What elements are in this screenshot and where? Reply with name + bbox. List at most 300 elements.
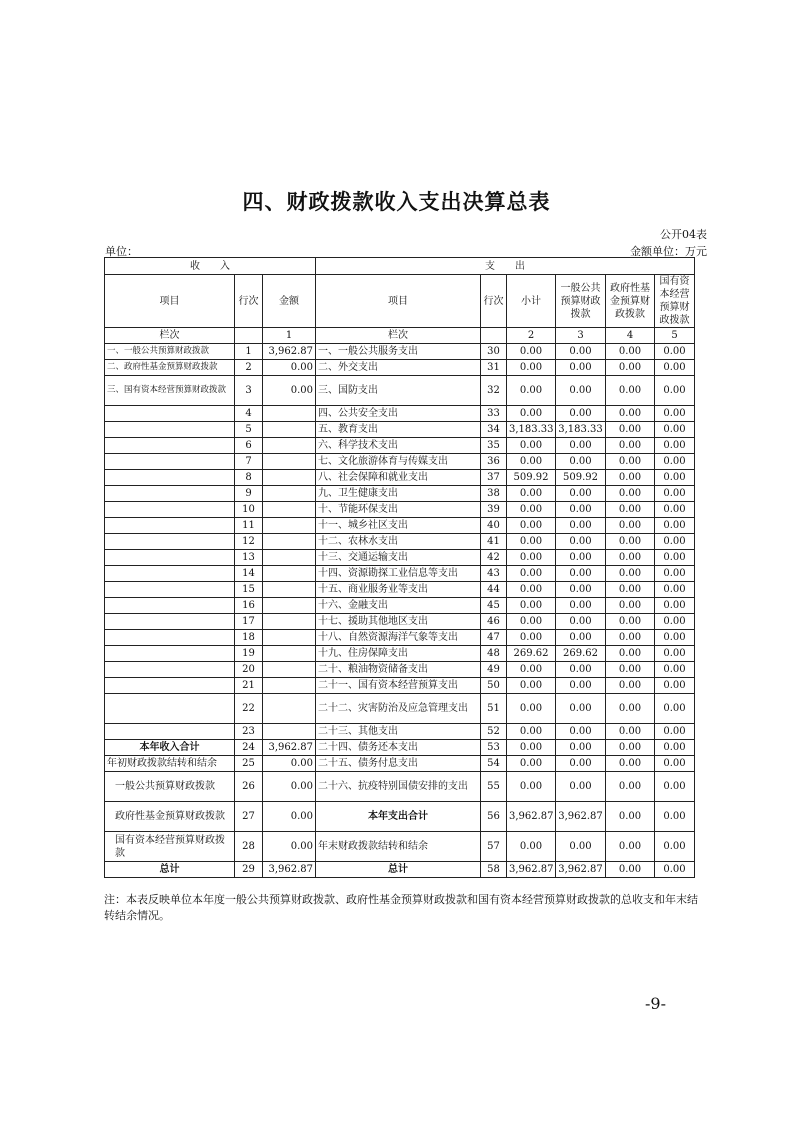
income-header: 收 入	[105, 258, 316, 275]
income-row-no: 21	[235, 678, 263, 694]
income-item: 年初财政拨款结转和结余	[105, 756, 235, 772]
income-item-header: 项目	[105, 275, 235, 328]
state-capital-value: 0.00	[655, 598, 695, 614]
income-row-no: 7	[235, 454, 263, 470]
fund-budget-value: 0.00	[606, 756, 655, 772]
expense-item: 十四、资源勘探工业信息等支出	[316, 566, 481, 582]
expense-row-no: 56	[481, 802, 507, 832]
table-row	[105, 376, 695, 406]
table-row	[105, 454, 695, 470]
subtotal-value: 0.00	[507, 454, 556, 470]
fund-budget-value: 0.00	[606, 630, 655, 646]
expense-row-no: 37	[481, 470, 507, 486]
table-row	[105, 614, 695, 630]
income-row-no: 4	[235, 406, 263, 422]
general-budget-value: 0.00	[556, 486, 606, 502]
fund-budget-value: 0.00	[606, 376, 655, 406]
income-item	[105, 422, 235, 438]
column-number-5: 5	[655, 328, 695, 344]
expense-item: 二十三、其他支出	[316, 724, 481, 740]
table-row	[105, 724, 695, 740]
fund-budget-value: 0.00	[606, 802, 655, 832]
general-budget-value: 0.00	[556, 694, 606, 724]
income-amount	[263, 662, 316, 678]
state-capital-value: 0.00	[655, 502, 695, 518]
income-amount	[263, 678, 316, 694]
state-capital-value: 0.00	[655, 614, 695, 630]
table-row	[105, 344, 695, 360]
fund-budget-value: 0.00	[606, 566, 655, 582]
expense-row-no: 33	[481, 406, 507, 422]
table-row	[105, 630, 695, 646]
income-row-no: 5	[235, 422, 263, 438]
income-amount	[263, 422, 316, 438]
fund-budget-value: 0.00	[606, 582, 655, 598]
income-amount: 0.00	[263, 376, 316, 406]
table-row	[105, 360, 695, 376]
income-amount	[263, 454, 316, 470]
state-capital-value: 0.00	[655, 832, 695, 862]
subtotal-value: 0.00	[507, 678, 556, 694]
expense-row-no: 32	[481, 376, 507, 406]
expense-item: 二十四、债务还本支出	[316, 740, 481, 756]
expense-item: 四、公共安全支出	[316, 406, 481, 422]
income-item	[105, 598, 235, 614]
income-row-no: 23	[235, 724, 263, 740]
expense-item: 十二、农林水支出	[316, 534, 481, 550]
general-budget-value: 0.00	[556, 344, 606, 360]
income-item	[105, 438, 235, 454]
income-item: 三、国有资本经营预算财政拨款	[105, 376, 235, 406]
state-capital-value: 0.00	[655, 862, 695, 878]
income-amount	[263, 646, 316, 662]
fund-budget-value: 0.00	[606, 614, 655, 630]
general-budget-value: 0.00	[556, 454, 606, 470]
fund-budget-value: 0.00	[606, 486, 655, 502]
subtotal-value: 0.00	[507, 582, 556, 598]
table-note: 注：本表反映单位本年度一般公共预算财政拨款、政府性基金预算财政拨款和国有资本经营预算财政拨款的总收支和年末结转结余情况。	[104, 893, 698, 922]
expense-row-no: 35	[481, 438, 507, 454]
subtotal-value: 0.00	[507, 406, 556, 422]
general-budget-value: 0.00	[556, 740, 606, 756]
income-amount: 0.00	[263, 772, 316, 802]
fund-budget-value: 0.00	[606, 502, 655, 518]
expense-item: 十九、住房保障支出	[316, 646, 481, 662]
subtotal-value: 0.00	[507, 694, 556, 724]
income-amount	[263, 566, 316, 582]
general-budget-value: 0.00	[556, 832, 606, 862]
subtotal-value: 0.00	[507, 772, 556, 802]
income-amount: 0.00	[263, 832, 316, 862]
state-capital-value: 0.00	[655, 740, 695, 756]
subtotal-value: 3,962.87	[507, 802, 556, 832]
fund-budget-value: 0.00	[606, 360, 655, 376]
expense-item: 十、节能环保支出	[316, 502, 481, 518]
table-row	[105, 802, 695, 832]
income-row-no: 24	[235, 740, 263, 756]
income-row-no: 26	[235, 772, 263, 802]
expense-row-no: 50	[481, 678, 507, 694]
income-item	[105, 534, 235, 550]
state-capital-value: 0.00	[655, 518, 695, 534]
income-amount	[263, 614, 316, 630]
income-row-no: 25	[235, 756, 263, 772]
page-title: 四、财政拨款收入支出决算总表	[242, 189, 551, 214]
expense-row-no: 41	[481, 534, 507, 550]
general-budget-value: 0.00	[556, 772, 606, 802]
expense-item: 十六、金融支出	[316, 598, 481, 614]
expense-row-no: 52	[481, 724, 507, 740]
income-item	[105, 646, 235, 662]
fund-budget-value: 0.00	[606, 454, 655, 470]
expense-row-no: 42	[481, 550, 507, 566]
table-row	[105, 406, 695, 422]
expense-row-no-header: 行次	[481, 275, 507, 328]
column-number-1: 1	[263, 328, 316, 344]
subtotal-value: 0.00	[507, 486, 556, 502]
state-capital-value: 0.00	[655, 360, 695, 376]
income-amount	[263, 550, 316, 566]
fund-budget-value: 0.00	[606, 550, 655, 566]
general-budget-value: 0.00	[556, 360, 606, 376]
subtotal-value: 269.62	[507, 646, 556, 662]
income-item	[105, 694, 235, 724]
income-row-no: 22	[235, 694, 263, 724]
income-item	[105, 406, 235, 422]
state-capital-value: 0.00	[655, 534, 695, 550]
fund-budget-value: 0.00	[606, 422, 655, 438]
table-row	[105, 772, 695, 802]
money-unit-label: 金额单位：万元	[630, 245, 707, 258]
subtotal-value: 0.00	[507, 740, 556, 756]
general-budget-value: 0.00	[556, 678, 606, 694]
fund-budget-value: 0.00	[606, 662, 655, 678]
subtotal-value: 0.00	[507, 598, 556, 614]
fund-budget-value: 0.00	[606, 438, 655, 454]
subtotal-value: 0.00	[507, 360, 556, 376]
income-item: 一、一般公共预算财政拨款	[105, 344, 235, 360]
expense-row-no: 49	[481, 662, 507, 678]
income-item: 二、政府性基金预算财政拨款	[105, 360, 235, 376]
fund-budget-value: 0.00	[606, 598, 655, 614]
subtotal-value: 0.00	[507, 502, 556, 518]
income-row-no: 27	[235, 802, 263, 832]
income-amount	[263, 694, 316, 724]
subtotal-value: 0.00	[507, 662, 556, 678]
general-budget-value: 269.62	[556, 646, 606, 662]
expense-row-no: 45	[481, 598, 507, 614]
general-budget-value: 0.00	[556, 518, 606, 534]
income-item	[105, 678, 235, 694]
subtotal-value: 0.00	[507, 344, 556, 360]
subtotal-value: 0.00	[507, 614, 556, 630]
subtotal-value: 0.00	[507, 518, 556, 534]
expense-item: 总计	[316, 862, 481, 878]
table-row	[105, 740, 695, 756]
expense-item: 八、社会保障和就业支出	[316, 470, 481, 486]
subtotal-value: 0.00	[507, 550, 556, 566]
table-row	[105, 678, 695, 694]
income-item	[105, 582, 235, 598]
expense-row-no: 48	[481, 646, 507, 662]
income-column-blank	[235, 328, 263, 344]
fund-budget-value: 0.00	[606, 740, 655, 756]
expense-row-no: 39	[481, 502, 507, 518]
table-row	[105, 470, 695, 486]
income-amount	[263, 502, 316, 518]
state-capital-value: 0.00	[655, 630, 695, 646]
general-budget-value: 0.00	[556, 502, 606, 518]
expense-item: 一、一般公共服务支出	[316, 344, 481, 360]
table-row	[105, 422, 695, 438]
expense-item: 十五、商业服务业等支出	[316, 582, 481, 598]
income-amount	[263, 724, 316, 740]
expense-item: 六、科学技术支出	[316, 438, 481, 454]
income-row-no-header: 行次	[235, 275, 263, 328]
income-amount-header: 金额	[263, 275, 316, 328]
subtotal-value: 0.00	[507, 630, 556, 646]
state-capital-value: 0.00	[655, 470, 695, 486]
income-item	[105, 502, 235, 518]
income-item: 总计	[105, 862, 235, 878]
expense-row-no: 55	[481, 772, 507, 802]
income-amount: 3,962.87	[263, 862, 316, 878]
state-capital-value: 0.00	[655, 724, 695, 740]
table-row	[105, 598, 695, 614]
expense-row-no: 36	[481, 454, 507, 470]
fund-budget-value: 0.00	[606, 862, 655, 878]
expense-header: 支 出	[316, 258, 695, 275]
subtotal-value: 0.00	[507, 534, 556, 550]
unit-label: 单位：	[105, 245, 138, 258]
income-amount	[263, 486, 316, 502]
income-item: 一般公共预算财政拨款	[105, 772, 235, 802]
income-row-no: 15	[235, 582, 263, 598]
income-amount	[263, 630, 316, 646]
income-item	[105, 454, 235, 470]
state-capital-value: 0.00	[655, 802, 695, 832]
income-row-no: 13	[235, 550, 263, 566]
general-budget-value: 0.00	[556, 662, 606, 678]
general-budget-value: 0.00	[556, 598, 606, 614]
general-budget-value: 0.00	[556, 630, 606, 646]
general-budget-value: 3,962.87	[556, 862, 606, 878]
fund-budget-value: 0.00	[606, 534, 655, 550]
state-capital-value: 0.00	[655, 344, 695, 360]
state-capital-value: 0.00	[655, 678, 695, 694]
income-amount	[263, 438, 316, 454]
general-budget-value: 0.00	[556, 376, 606, 406]
expense-row-no: 51	[481, 694, 507, 724]
state-capital-value: 0.00	[655, 406, 695, 422]
income-row-no: 28	[235, 832, 263, 862]
table-row	[105, 438, 695, 454]
table-row	[105, 486, 695, 502]
general-budget-value: 0.00	[556, 582, 606, 598]
fund-budget-header: 政府性基金预算财政拨款	[606, 275, 655, 328]
general-budget-value: 0.00	[556, 406, 606, 422]
income-item	[105, 724, 235, 740]
table-row	[105, 646, 695, 662]
expense-item: 十一、城乡社区支出	[316, 518, 481, 534]
state-capital-value: 0.00	[655, 486, 695, 502]
general-budget-value: 0.00	[556, 550, 606, 566]
expense-item: 七、文化旅游体育与传媒支出	[316, 454, 481, 470]
income-row-no: 12	[235, 534, 263, 550]
state-capital-header: 国有资本经营预算财政拨款	[655, 275, 695, 328]
income-item	[105, 518, 235, 534]
expense-row-no: 54	[481, 756, 507, 772]
state-capital-value: 0.00	[655, 566, 695, 582]
income-amount: 0.00	[263, 360, 316, 376]
table-row	[105, 862, 695, 878]
subtotal-value: 509.92	[507, 470, 556, 486]
income-column-label: 栏次	[105, 328, 235, 344]
expense-item: 二十五、债务付息支出	[316, 756, 481, 772]
general-budget-value: 0.00	[556, 614, 606, 630]
state-capital-value: 0.00	[655, 454, 695, 470]
general-budget-value: 0.00	[556, 438, 606, 454]
fund-budget-value: 0.00	[606, 646, 655, 662]
state-capital-value: 0.00	[655, 756, 695, 772]
subtotal-value: 0.00	[507, 724, 556, 740]
income-item	[105, 550, 235, 566]
income-row-no: 8	[235, 470, 263, 486]
column-number-3: 3	[556, 328, 606, 344]
income-amount	[263, 598, 316, 614]
income-row-no: 6	[235, 438, 263, 454]
subtotal-value: 3,962.87	[507, 862, 556, 878]
income-amount: 0.00	[263, 756, 316, 772]
expense-item: 二、外交支出	[316, 360, 481, 376]
income-row-no: 20	[235, 662, 263, 678]
fund-budget-value: 0.00	[606, 832, 655, 862]
income-row-no: 29	[235, 862, 263, 878]
state-capital-value: 0.00	[655, 376, 695, 406]
income-item	[105, 486, 235, 502]
subtotal-value: 3,183.33	[507, 422, 556, 438]
column-number-4: 4	[606, 328, 655, 344]
expense-row-no: 38	[481, 486, 507, 502]
income-item: 政府性基金预算财政拨款	[105, 802, 235, 832]
subtotal-value: 0.00	[507, 376, 556, 406]
subtotal-value: 0.00	[507, 756, 556, 772]
expense-item: 二十六、抗疫特别国债安排的支出	[316, 772, 481, 802]
income-row-no: 9	[235, 486, 263, 502]
expense-row-no: 31	[481, 360, 507, 376]
expense-item: 二十二、灾害防治及应急管理支出	[316, 694, 481, 724]
income-amount: 3,962.87	[263, 740, 316, 756]
expense-row-no: 44	[481, 582, 507, 598]
fund-budget-value: 0.00	[606, 344, 655, 360]
expense-row-no: 40	[481, 518, 507, 534]
income-item: 本年收入合计	[105, 740, 235, 756]
expense-item: 本年支出合计	[316, 802, 481, 832]
expense-item: 二十、粮油物资储备支出	[316, 662, 481, 678]
income-item	[105, 470, 235, 486]
expense-item: 五、教育支出	[316, 422, 481, 438]
expense-item: 三、国防支出	[316, 376, 481, 406]
general-budget-value: 3,962.87	[556, 802, 606, 832]
state-capital-value: 0.00	[655, 438, 695, 454]
expense-item: 年末财政拨款结转和结余	[316, 832, 481, 862]
expense-row-no: 58	[481, 862, 507, 878]
expense-item: 十八、自然资源海洋气象等支出	[316, 630, 481, 646]
income-row-no: 14	[235, 566, 263, 582]
state-capital-value: 0.00	[655, 550, 695, 566]
general-budget-value: 0.00	[556, 724, 606, 740]
fund-budget-value: 0.00	[606, 772, 655, 802]
expense-row-no: 30	[481, 344, 507, 360]
expense-item: 十三、交通运输支出	[316, 550, 481, 566]
income-row-no: 17	[235, 614, 263, 630]
form-number: 公开04表	[660, 228, 707, 241]
general-budget-value: 0.00	[556, 756, 606, 772]
table-row	[105, 832, 695, 862]
income-row-no: 2	[235, 360, 263, 376]
table-row	[105, 662, 695, 678]
table-row	[105, 502, 695, 518]
income-row-no: 18	[235, 630, 263, 646]
income-item	[105, 566, 235, 582]
income-item	[105, 614, 235, 630]
income-amount	[263, 406, 316, 422]
expense-row-no: 57	[481, 832, 507, 862]
income-row-no: 10	[235, 502, 263, 518]
expense-row-no: 46	[481, 614, 507, 630]
expense-item: 九、卫生健康支出	[316, 486, 481, 502]
general-budget-value: 509.92	[556, 470, 606, 486]
state-capital-value: 0.00	[655, 772, 695, 802]
expense-row-no: 53	[481, 740, 507, 756]
fund-budget-value: 0.00	[606, 678, 655, 694]
expense-row-no: 43	[481, 566, 507, 582]
subtotal-value: 0.00	[507, 832, 556, 862]
state-capital-value: 0.00	[655, 422, 695, 438]
income-item	[105, 630, 235, 646]
income-row-no: 16	[235, 598, 263, 614]
subtotal-value: 0.00	[507, 438, 556, 454]
expense-item: 二十一、国有资本经营预算支出	[316, 678, 481, 694]
column-number-2: 2	[507, 328, 556, 344]
expense-column-label: 栏次	[316, 328, 481, 344]
table-row	[105, 534, 695, 550]
table-row	[105, 550, 695, 566]
income-amount: 0.00	[263, 802, 316, 832]
state-capital-value: 0.00	[655, 582, 695, 598]
income-amount	[263, 582, 316, 598]
income-item: 国有资本经营预算财政拨款	[105, 832, 235, 862]
general-budget-header: 一般公共预算财政拨款	[556, 275, 606, 328]
fund-budget-value: 0.00	[606, 694, 655, 724]
income-amount	[263, 534, 316, 550]
table-row	[105, 566, 695, 582]
income-row-no: 1	[235, 344, 263, 360]
expense-column-blank	[481, 328, 507, 344]
general-budget-value: 3,183.33	[556, 422, 606, 438]
income-row-no: 3	[235, 376, 263, 406]
expense-row-no: 47	[481, 630, 507, 646]
expense-row-no: 34	[481, 422, 507, 438]
fund-budget-value: 0.00	[606, 518, 655, 534]
fund-budget-value: 0.00	[606, 470, 655, 486]
income-amount	[263, 518, 316, 534]
general-budget-value: 0.00	[556, 566, 606, 582]
fund-budget-value: 0.00	[606, 406, 655, 422]
table-row	[105, 518, 695, 534]
subtotal-header: 小计	[507, 275, 556, 328]
expense-item: 十七、援助其他地区支出	[316, 614, 481, 630]
